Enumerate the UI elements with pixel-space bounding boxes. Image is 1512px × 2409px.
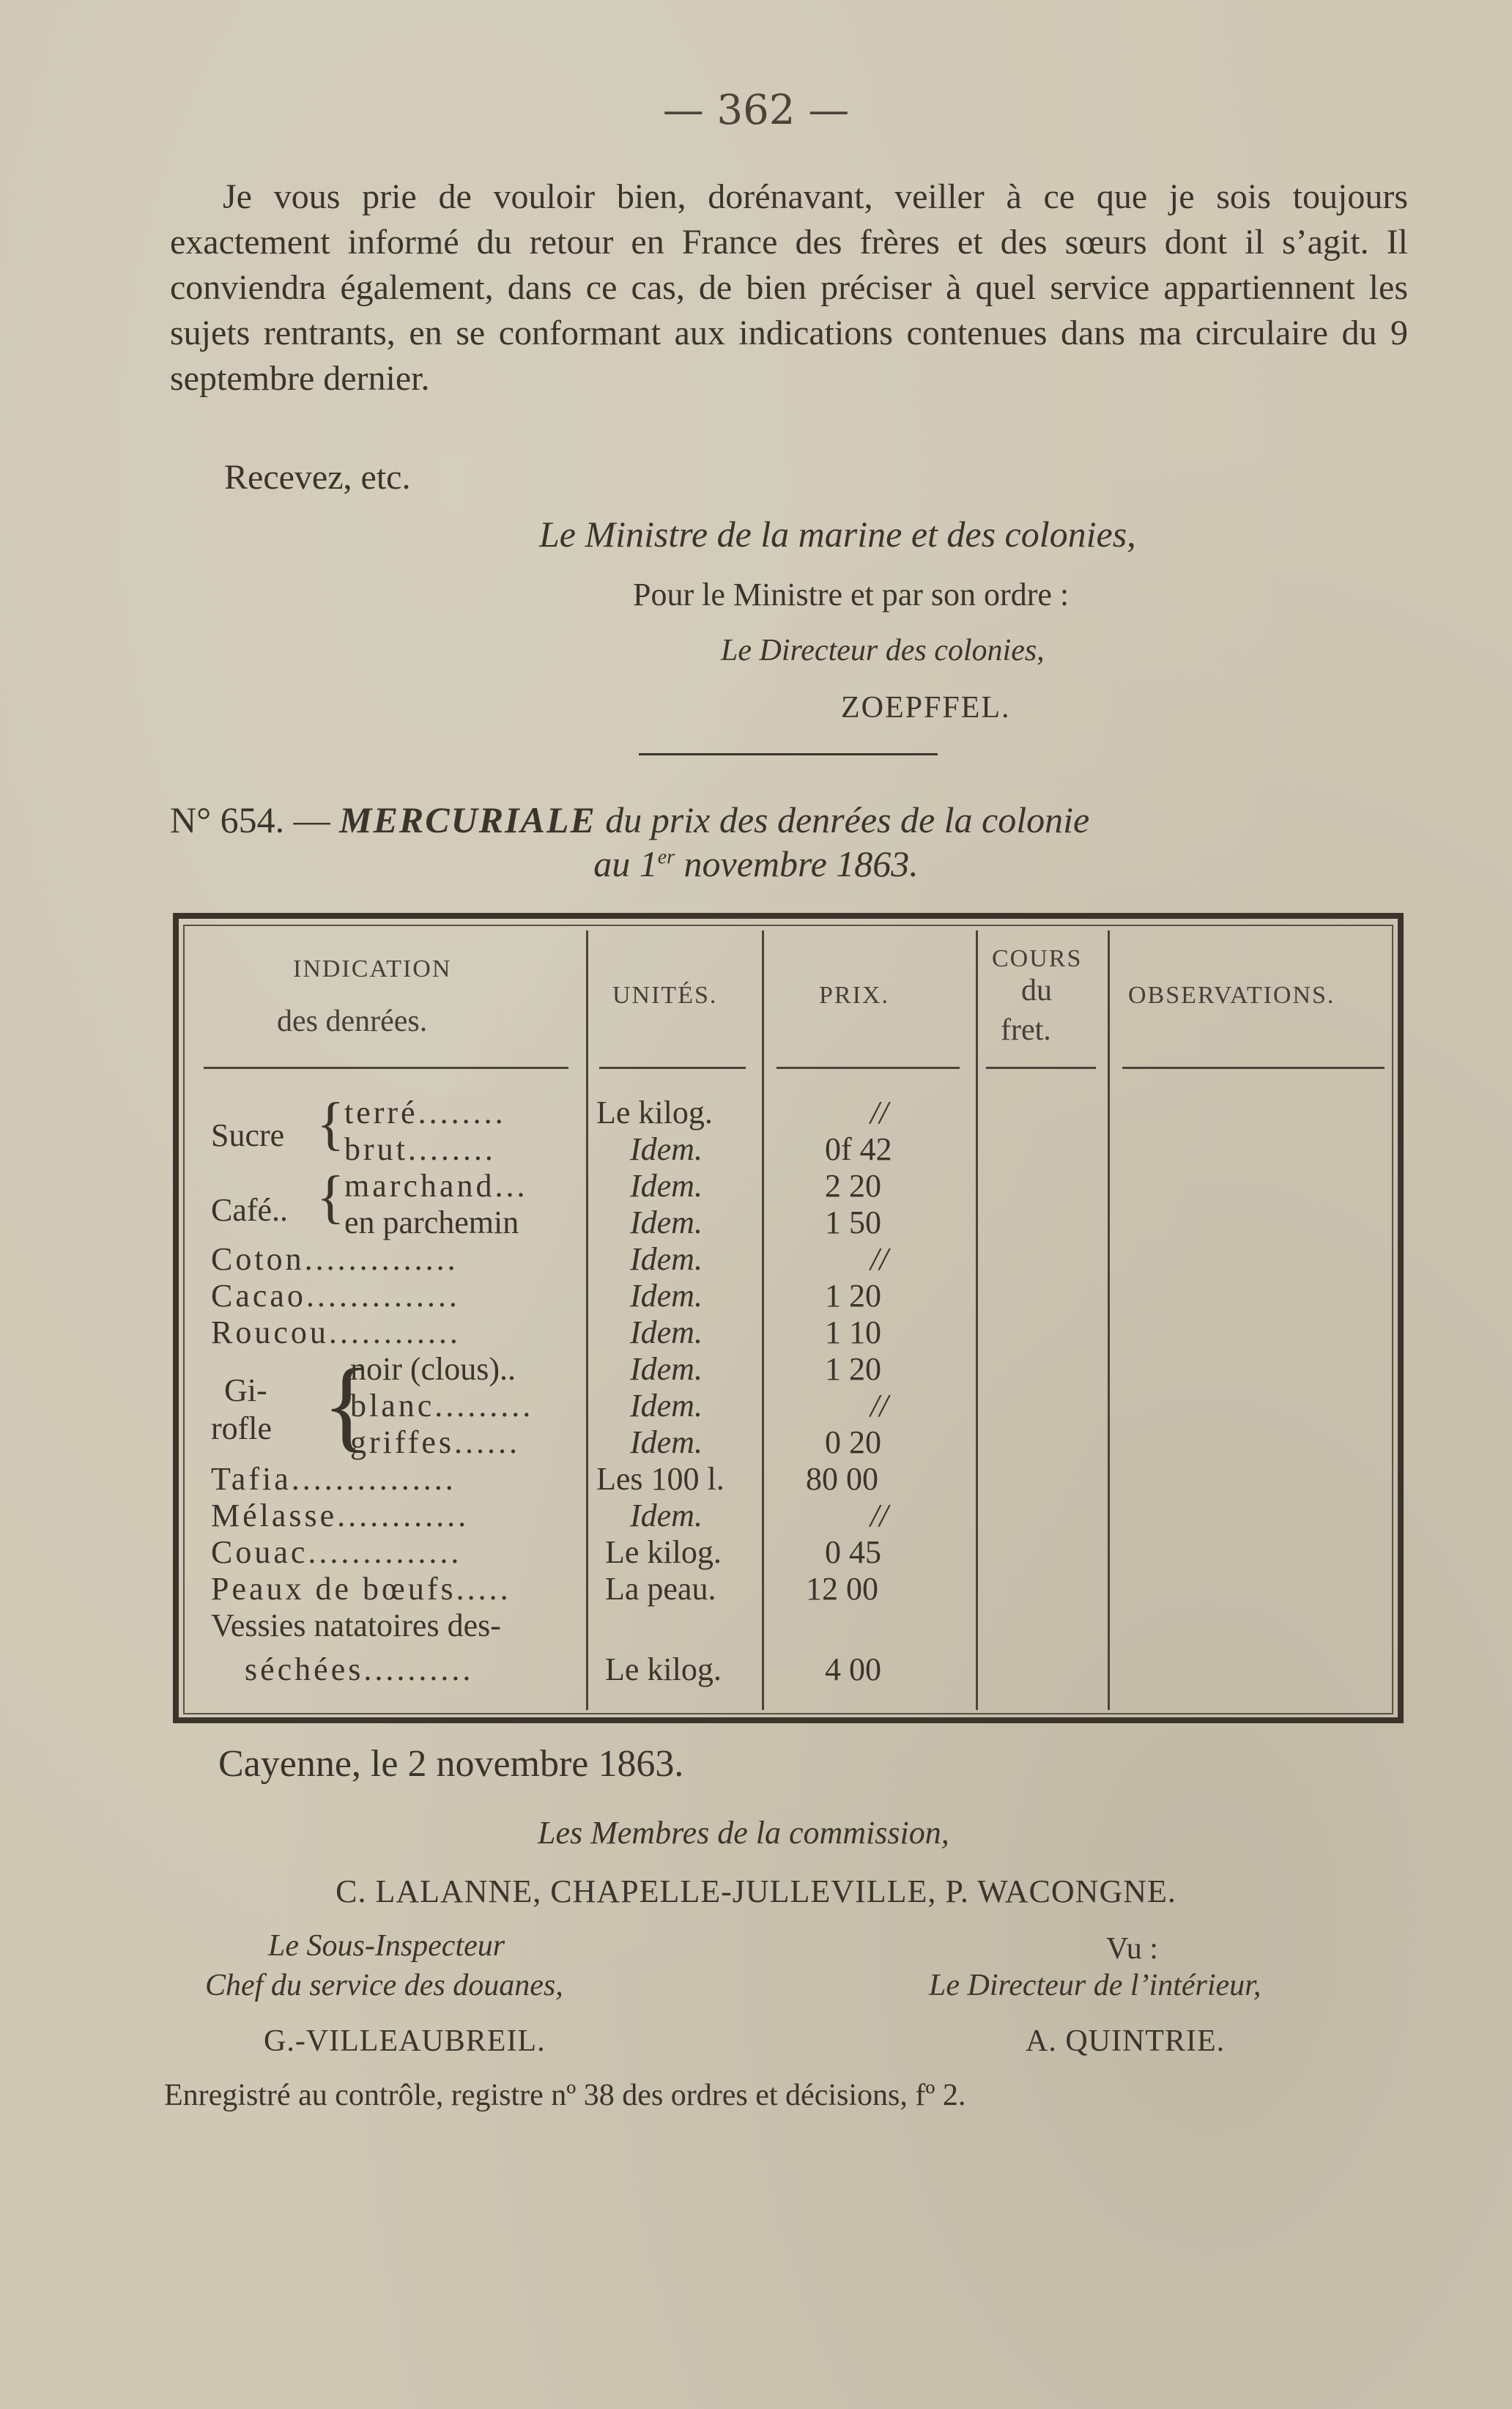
- row-label: Mélasse............: [211, 1498, 470, 1533]
- right-sig-role: Le Directeur de l’intérieur,: [929, 1969, 1261, 2002]
- brace-icon: {: [316, 1165, 345, 1229]
- commission-label: Les Membres de la commission,: [538, 1815, 949, 1851]
- row-unit: La peau.: [605, 1571, 716, 1607]
- group-label-girofle-2: rofle: [211, 1410, 273, 1446]
- signature-for: Pour le Ministre et par son ordre :: [633, 577, 1070, 613]
- table-row: [0, 1204, 1512, 1241]
- row-price: //: [870, 1388, 889, 1424]
- row-unit: Le kilog.: [605, 1651, 722, 1687]
- header-cours: COURS: [992, 945, 1083, 972]
- title-line2-pre: au 1: [593, 843, 658, 884]
- row-label: terré........: [344, 1095, 506, 1131]
- row-price: 12 00: [806, 1571, 878, 1607]
- row-label: Peaux de bœufs.....: [211, 1571, 511, 1607]
- document-title: [170, 799, 1408, 841]
- right-sig-name: A. QUINTRIE.: [1026, 2024, 1226, 2058]
- page-number: — 362 —: [662, 86, 850, 134]
- table-row: [0, 1651, 1512, 1688]
- table-row: [0, 1314, 1512, 1351]
- table-row: [0, 1424, 1512, 1461]
- letter-closing: Recevez, etc.: [224, 458, 411, 497]
- left-sig-name: G.-VILLEAUBREIL.: [264, 2024, 546, 2058]
- title-line-2: [0, 843, 1512, 885]
- letter-paragraph: Je vous prie de vouloir bien, dorénavant, veiller à ce que je sois toujours exactement informé du retour en France des frères et des sœurs dont il s’agit. Il conviendra également, dans ce cas, de bien préciser à quel service appartiennent les sujets rentrants, en se conformant aux indications contenues dans ma circulaire du 9 septembre dernier.: [170, 177, 1408, 398]
- place-date: Cayenne, le 2 novembre 1863.: [218, 1743, 684, 1785]
- table-row: [0, 1607, 1512, 1644]
- row-label: griffes......: [350, 1424, 521, 1460]
- header-underline: [204, 1067, 568, 1069]
- title-line2-sup: er: [657, 845, 675, 869]
- header-prix: PRIX.: [819, 982, 889, 1009]
- header-underline: [986, 1067, 1096, 1069]
- header-underline: [1122, 1067, 1385, 1069]
- right-sig-title: Vu :: [1106, 1932, 1158, 1966]
- row-unit: Idem.: [630, 1498, 703, 1533]
- row-price: 0 45: [825, 1534, 881, 1570]
- signature-role: Le Ministre de la marine et des colonies,: [539, 514, 1136, 555]
- header-indication-sub: des denrées.: [277, 1004, 428, 1038]
- row-price: //: [870, 1241, 889, 1277]
- row-unit: Le kilog.: [605, 1534, 722, 1570]
- row-unit: Idem.: [630, 1388, 703, 1424]
- letter-body: [170, 174, 1408, 402]
- row-label: Cacao..............: [211, 1278, 460, 1314]
- row-price: 0 20: [825, 1424, 881, 1460]
- row-unit: Idem.: [630, 1314, 703, 1350]
- table-row: [0, 1278, 1512, 1314]
- table-row: [0, 1168, 1512, 1204]
- row-price: //: [870, 1095, 889, 1131]
- row-label: noir (clous)..: [350, 1351, 516, 1387]
- group-label-girofle-1: Gi-: [224, 1372, 267, 1408]
- table-row: [0, 1095, 1512, 1131]
- table-row: [0, 1241, 1512, 1278]
- table-row: [0, 1388, 1512, 1424]
- row-unit: Les 100 l.: [596, 1461, 724, 1497]
- row-unit: Idem.: [630, 1424, 703, 1460]
- left-sig-title: Le Sous-Inspecteur: [268, 1929, 505, 1963]
- header-underline: [599, 1067, 746, 1069]
- title-dash: —: [293, 799, 330, 840]
- row-unit: Idem.: [630, 1168, 703, 1204]
- row-price: 1 20: [825, 1351, 881, 1387]
- row-label: brut........: [344, 1131, 496, 1167]
- left-sig-role: Chef du service des douanes,: [205, 1969, 563, 2002]
- header-indication: INDICATION: [293, 955, 452, 983]
- row-price: //: [870, 1498, 889, 1533]
- row-label: marchand...: [344, 1168, 528, 1204]
- title-rest: du prix des denrées de la colonie: [605, 799, 1090, 840]
- header-underline: [777, 1067, 960, 1069]
- header-cours-fret: fret.: [1001, 1013, 1051, 1047]
- registration-note: Enregistré au contrôle, registre nº 38 des ordres et décisions, fº 2.: [164, 2079, 966, 2112]
- row-unit: Idem.: [630, 1204, 703, 1240]
- table-row: [0, 1461, 1512, 1498]
- title-main: MERCURIALE: [339, 799, 596, 840]
- row-label: Couac..............: [211, 1534, 462, 1570]
- row-label: en parchemin: [344, 1204, 519, 1240]
- brace-icon: {: [322, 1348, 372, 1462]
- row-unit: Le kilog.: [596, 1095, 713, 1131]
- table-row: [0, 1571, 1512, 1607]
- row-unit: Idem.: [630, 1241, 703, 1277]
- row-label: Vessies natatoires des-: [211, 1607, 501, 1643]
- row-price: 0f 42: [825, 1131, 892, 1167]
- header-unites: UNITÉS.: [612, 982, 718, 1009]
- separator-rule: [639, 753, 938, 755]
- row-label: séchées..........: [245, 1651, 474, 1687]
- row-price: 4 00: [825, 1651, 881, 1687]
- row-label: blanc.........: [350, 1388, 534, 1424]
- table-row: [0, 1534, 1512, 1571]
- row-label: Coton..............: [211, 1241, 459, 1277]
- group-label-cafe: Café..: [211, 1192, 289, 1228]
- row-label: Roucou............: [211, 1314, 461, 1350]
- row-label: Tafia...............: [211, 1461, 456, 1497]
- table-row: [0, 1498, 1512, 1534]
- row-price: 80 00: [806, 1461, 878, 1497]
- title-number: N° 654.: [170, 799, 285, 840]
- row-price: 1 20: [825, 1278, 881, 1314]
- signature-name: ZOEPFFEL.: [841, 691, 1011, 725]
- row-price: 1 50: [825, 1204, 881, 1240]
- header-observations: OBSERVATIONS.: [1128, 982, 1335, 1009]
- header-cours-du: du: [1021, 974, 1052, 1007]
- row-price: 2 20: [825, 1168, 881, 1204]
- table-row: [0, 1351, 1512, 1388]
- title-line2-post: novembre 1863.: [675, 843, 919, 884]
- commission-members: C. LALANNE, CHAPELLE-JULLEVILLE, P. WACONGNE.: [336, 1873, 1176, 1909]
- row-unit: Idem.: [630, 1351, 703, 1387]
- table-row: [0, 1131, 1512, 1168]
- row-price: 1 10: [825, 1314, 881, 1350]
- row-unit: Idem.: [630, 1278, 703, 1314]
- brace-icon: {: [316, 1092, 345, 1156]
- signature-title: Le Directeur des colonies,: [721, 634, 1045, 667]
- row-unit: Idem.: [630, 1131, 703, 1167]
- group-label-sucre: Sucre: [211, 1117, 285, 1153]
